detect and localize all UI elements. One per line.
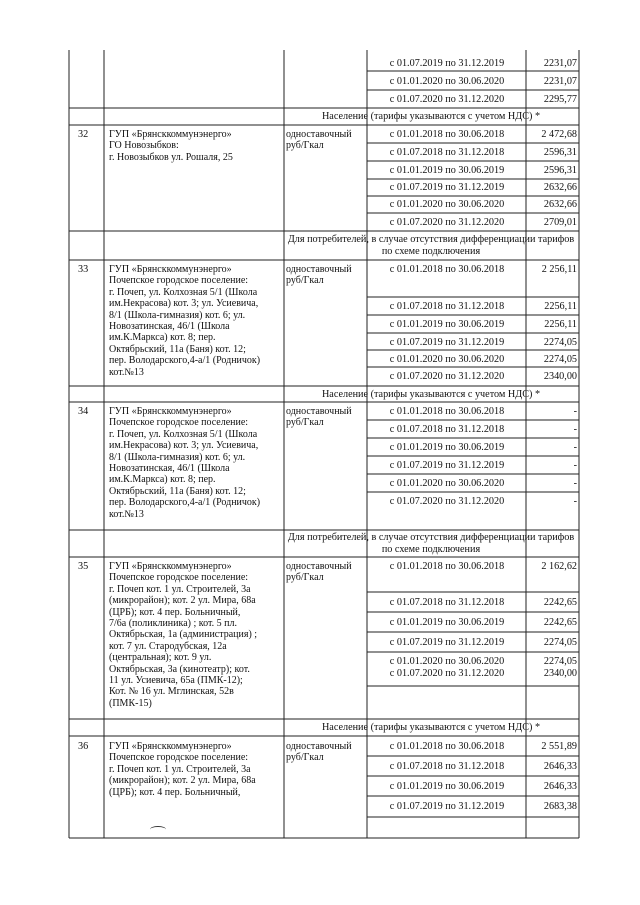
period-cell: с 01.07.2019 по 31.12.2019 <box>389 182 505 193</box>
organization-address: ГУП «Брянсккоммунэнерго» Почепское городское поселение: г. Почеп кот. 1 ул. Строителей, 3а (микрорайон); кот. 2 ул. Мира, 68а (ЦРБ); кот. 4 пер. Больничный, <box>109 741 256 798</box>
tariff-type: одноставочный руб/Гкал <box>286 406 352 429</box>
row-number: 32 <box>78 129 89 140</box>
period-cell: с 01.01.2020 по 30.06.2020 <box>389 478 505 489</box>
period-cell: с 01.01.2019 по 30.06.2019 <box>389 781 505 792</box>
period-cell: с 01.07.2020 по 31.12.2020 <box>389 371 505 382</box>
tariff-value: 2274,05 <box>543 656 577 667</box>
tariff-value: 2274,05 <box>543 354 577 365</box>
period-cell: с 01.07.2020 по 31.12.2020 <box>389 217 505 228</box>
tariff-value: 2683,38 <box>543 801 577 812</box>
tariff-value: 2295,77 <box>543 94 577 105</box>
period-cell: с 01.07.2019 по 31.12.2019 <box>389 337 505 348</box>
period-cell: с 01.01.2019 по 30.06.2019 <box>389 165 505 176</box>
tariff-value: 2231,07 <box>543 58 577 69</box>
section-population: Население (тарифы указываются с учетом НДС) * <box>321 111 541 122</box>
period-cell: с 01.07.2018 по 31.12.2018 <box>389 761 505 772</box>
period-cell: с 01.07.2020 по 31.12.2020 <box>389 94 505 105</box>
pen-mark <box>150 826 166 833</box>
tariff-value: - <box>573 424 577 435</box>
tariff-value: 2256,11 <box>544 319 577 330</box>
row-number: 34 <box>78 406 89 417</box>
tariff-value: 2 551,89 <box>541 741 577 752</box>
tariff-value: 2340,00 <box>543 371 577 382</box>
tariff-value: 2231,07 <box>543 76 577 87</box>
section-no-differentiation: Для потребителей, в случае отсутствия дифференциации тарифов по схеме подключения <box>287 532 575 555</box>
tariff-value: 2274,05 <box>543 337 577 348</box>
tariff-type: одноставочный руб/Гкал <box>286 129 352 152</box>
period-cell: с 01.07.2020 по 31.12.2020 <box>389 496 505 507</box>
tariff-value: 2 256,11 <box>541 264 577 275</box>
organization-address: ГУП «Брянсккоммунэнерго» Почепское городское поселение: г. Почеп, ул. Колхозная 5/1 (Школа им.Некрасова) кот. 3; ул. Усиевича, 8/1 (Школа-гимназия) кот. 6; ул. Новозатинская, 46/1 (Школа им.К.Маркса) кот. 8; пер. Октябрьский, 11а (Баня) кот. 12; пер. Володарского,4-а/1 (Родничок) кот.№13 <box>109 264 261 378</box>
period-cell: с 01.07.2019 по 31.12.2019 <box>389 58 505 69</box>
tariff-value: - <box>573 478 577 489</box>
tariff-value: 2632,66 <box>543 199 577 210</box>
section-population: Население (тарифы указываются с учетом НДС) * <box>321 389 541 400</box>
period-cell: с 01.01.2018 по 30.06.2018 <box>389 129 505 140</box>
tariff-value: - <box>573 496 577 507</box>
period-cell: с 01.07.2018 по 31.12.2018 <box>389 301 505 312</box>
period-cell: с 01.01.2018 по 30.06.2018 <box>389 264 505 275</box>
period-cell: с 01.07.2019 по 31.12.2019 <box>389 801 505 812</box>
tariff-value: 2 472,68 <box>541 129 577 140</box>
period-cell: с 01.01.2020 по 30.06.2020 <box>389 354 505 365</box>
period-cell: с 01.01.2019 по 30.06.2019 <box>389 617 505 628</box>
section-population: Население (тарифы указываются с учетом НДС) * <box>321 722 541 733</box>
period-cell: с 01.01.2018 по 30.06.2018 <box>389 741 505 752</box>
period-cell: с 01.01.2018 по 30.06.2018 <box>389 561 505 572</box>
tariff-value: 2 162,62 <box>541 561 577 572</box>
tariff-value: - <box>573 460 577 471</box>
period-cell: с 01.07.2019 по 31.12.2019 <box>389 460 505 471</box>
tariff-value: 2646,33 <box>543 761 577 772</box>
tariff-value: 2274,05 <box>543 637 577 648</box>
row-number: 35 <box>78 561 89 572</box>
tariff-value: 2596,31 <box>543 165 577 176</box>
tariff-value: 2340,00 <box>543 668 577 679</box>
period-cell: с 01.01.2020 по 30.06.2020 <box>389 76 505 87</box>
period-cell: с 01.07.2018 по 31.12.2018 <box>389 147 505 158</box>
period-cell: с 01.07.2018 по 31.12.2018 <box>389 424 505 435</box>
tariff-value: - <box>573 442 577 453</box>
row-number: 33 <box>78 264 89 275</box>
tariff-type: одноставочный руб/Гкал <box>286 264 352 287</box>
period-cell: с 01.01.2018 по 30.06.2018 <box>389 406 505 417</box>
organization-address: ГУП «Брянсккоммунэнерго» Почепское городское поселение: г. Почеп кот. 1 ул. Строителей, 3а (микрорайон); кот. 2 ул. Мира, 68а (ЦРБ); кот. 4 пер. Больничный, 7/6а (поликлиника) ; кот. 5 пл. Октябрьская, 1а (администрация) ; кот. 7 ул. Стародубская, 12а (центральная); кот. 9 ул. Октябрьская, 3а (кинотеатр); кот. 11 ул. Усиевича, 65а (ПМК-12); Кот. № 16 ул. Мглинская, 52в (ПМК-15) <box>109 561 258 709</box>
row-number: 36 <box>78 741 89 752</box>
tariff-value: 2632,66 <box>543 182 577 193</box>
period-cell: с 01.07.2020 по 31.12.2020 <box>389 668 505 679</box>
section-no-differentiation: Для потребителей, в случае отсутствия дифференциации тарифов по схеме подключения <box>287 234 575 257</box>
tariff-type: одноставочный руб/Гкал <box>286 741 352 764</box>
tariff-value: 2646,33 <box>543 781 577 792</box>
period-cell: с 01.07.2018 по 31.12.2018 <box>389 597 505 608</box>
period-cell: с 01.01.2019 по 30.06.2019 <box>389 319 505 330</box>
tariff-value: - <box>573 406 577 417</box>
period-cell: с 01.01.2020 по 30.06.2020 <box>389 199 505 210</box>
tariff-value: 2709,01 <box>543 217 577 228</box>
tariff-value: 2256,11 <box>544 301 577 312</box>
period-cell: с 01.01.2020 по 30.06.2020 <box>389 656 505 667</box>
organization-address: ГУП «Брянсккоммунэнерго» Почепское городское поселение: г. Почеп, ул. Колхозная 5/1 (Школа им.Некрасова) кот. 3; ул. Усиевича, 8/1 (Школа-гимназия) кот. 6; ул. Новозатинская, 46/1 (Школа им.К.Маркса) кот. 8; пер. Октябрьский, 11а (Баня) кот. 12; пер. Володарского,4-а/1 (Родничок) кот.№13 <box>109 406 261 520</box>
organization-address: ГУП «Брянсккоммунэнерго» ГО Новозыбков: г. Новозыбков ул. Рошаля, 25 <box>109 129 233 163</box>
tariff-value: 2242,65 <box>543 617 577 628</box>
period-cell: с 01.01.2019 по 30.06.2019 <box>389 442 505 453</box>
tariff-value: 2242,65 <box>543 597 577 608</box>
period-cell: с 01.07.2019 по 31.12.2019 <box>389 637 505 648</box>
tariff-type: одноставочный руб/Гкал <box>286 561 352 584</box>
tariff-value: 2596,31 <box>543 147 577 158</box>
